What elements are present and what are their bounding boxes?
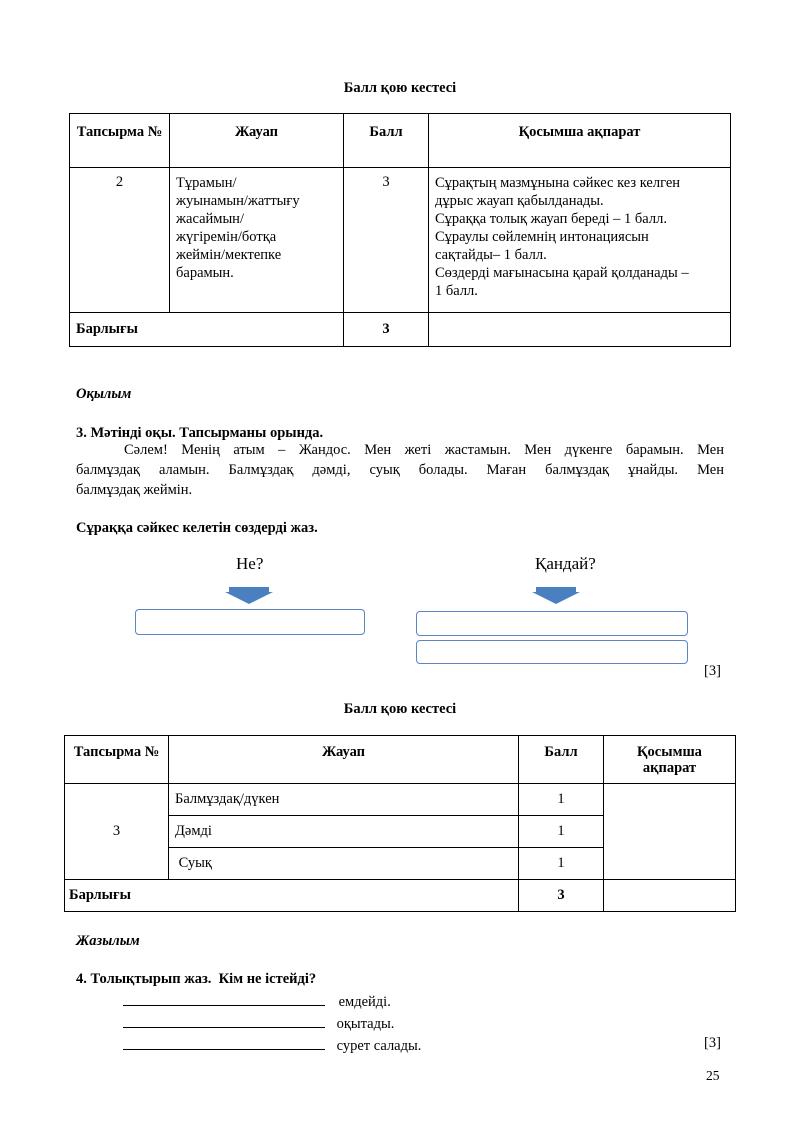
blank-field[interactable] [123,1035,325,1050]
answer-box-which-1[interactable] [416,611,688,636]
table1-title: Балл қою кестесі [343,80,457,96]
info-line: Сұрақтың мазмұнына сәйкес кез келген [435,175,681,191]
total-label: Барлығы [70,313,344,347]
total-info [429,313,731,347]
score-table-1 [69,113,731,347]
fill-text: оқытады. [336,1016,395,1032]
answer-cell: Балмұздақ/дүкен [169,784,519,816]
task4-title: 4. Толықтырып жаз. Кім не істейді? [76,971,317,987]
header-task: Тапсырма № [65,736,169,784]
answer-line: Тұрамын/ [176,175,237,191]
text-line-3: балмұздақ жеймін. [76,482,193,498]
score-cell: 1 [519,816,604,848]
answer-box-which-2[interactable] [416,640,688,664]
header-task: Тапсырма № [70,114,170,168]
arrow-down-icon [225,587,273,605]
fill-text: емдейді. [338,994,391,1010]
total-score: 3 [519,880,604,912]
table2-title: Балл қою кестесі [343,701,457,717]
answer-cell [170,168,344,313]
total-label: Барлығы [65,880,519,912]
header-info: Қосымша ақпарат [604,736,736,784]
info-cell [604,784,736,880]
answer-line: жеймін/мектепке [176,247,282,263]
header-answer: Жауап [169,736,519,784]
task3-title: 3. Мәтінді оқы. Тапсырманы орында. [76,425,324,441]
fill-line-2 [123,1013,394,1033]
header-score: Балл [344,114,429,168]
fill-line-3 [123,1035,421,1055]
fill-text: сурет салады. [336,1038,422,1054]
answer-box-what[interactable] [135,609,365,635]
answer-line: жасаймын/ [176,211,244,227]
fill-line-1 [123,991,391,1011]
header-info: Қосымша ақпарат [429,114,731,168]
section-reading: Оқылым [76,386,132,402]
info-line: Сұраулы сөйлемнің интонациясын [435,229,649,245]
header-answer: Жауап [170,114,344,168]
answer-line: барамын. [176,265,234,281]
label-what: Не? [236,554,264,573]
text-line-1: Сәлем! Менің атым – Жандос. Мен жеті жастамын. Мен дүкенге барамын. Мен [124,442,724,458]
score-table-2 [64,735,736,912]
score-cell: 3 [344,168,429,313]
info-line: дұрыс жауап қабылданады. [435,193,604,209]
label-which: Қандай? [535,554,596,573]
page-number: 25 [706,1068,720,1083]
task-number: 2 [70,168,170,313]
score-cell: 1 [519,848,604,880]
score-cell: 1 [519,784,604,816]
info-line: Сөздерді мағынасына қарай қолданады – [435,265,689,281]
blank-field[interactable] [123,991,325,1006]
info-line: 1 балл. [435,283,478,299]
total-score: 3 [344,313,429,347]
task-number: 3 [65,784,169,880]
answer-line: жүгіремін/ботқа [176,229,277,245]
section-writing: Жазылым [76,933,140,949]
question-text: Сұраққа сәйкес келетін сөздерді жаз. [76,520,318,536]
text-line-2: балмұздақ аламын. Балмұздақ дәмді, суық болады. Маған балмұздақ ұнайды. Мен [76,462,724,478]
arrow-down-icon [532,587,580,605]
header-score: Балл [519,736,604,784]
info-line: Сұраққа толық жауап береді – 1 балл. [435,211,667,227]
info-cell [429,168,731,313]
answer-line: жуынамын/жаттығу [176,193,300,209]
total-info [604,880,736,912]
answer-cell: Дәмді [169,816,519,848]
points-writing: [3] [704,1035,721,1051]
answer-cell: Суық [169,848,519,880]
blank-field[interactable] [123,1013,325,1028]
points-reading: [3] [704,663,721,679]
info-line: сақтайды– 1 балл. [435,247,547,263]
reading-text [76,440,724,500]
